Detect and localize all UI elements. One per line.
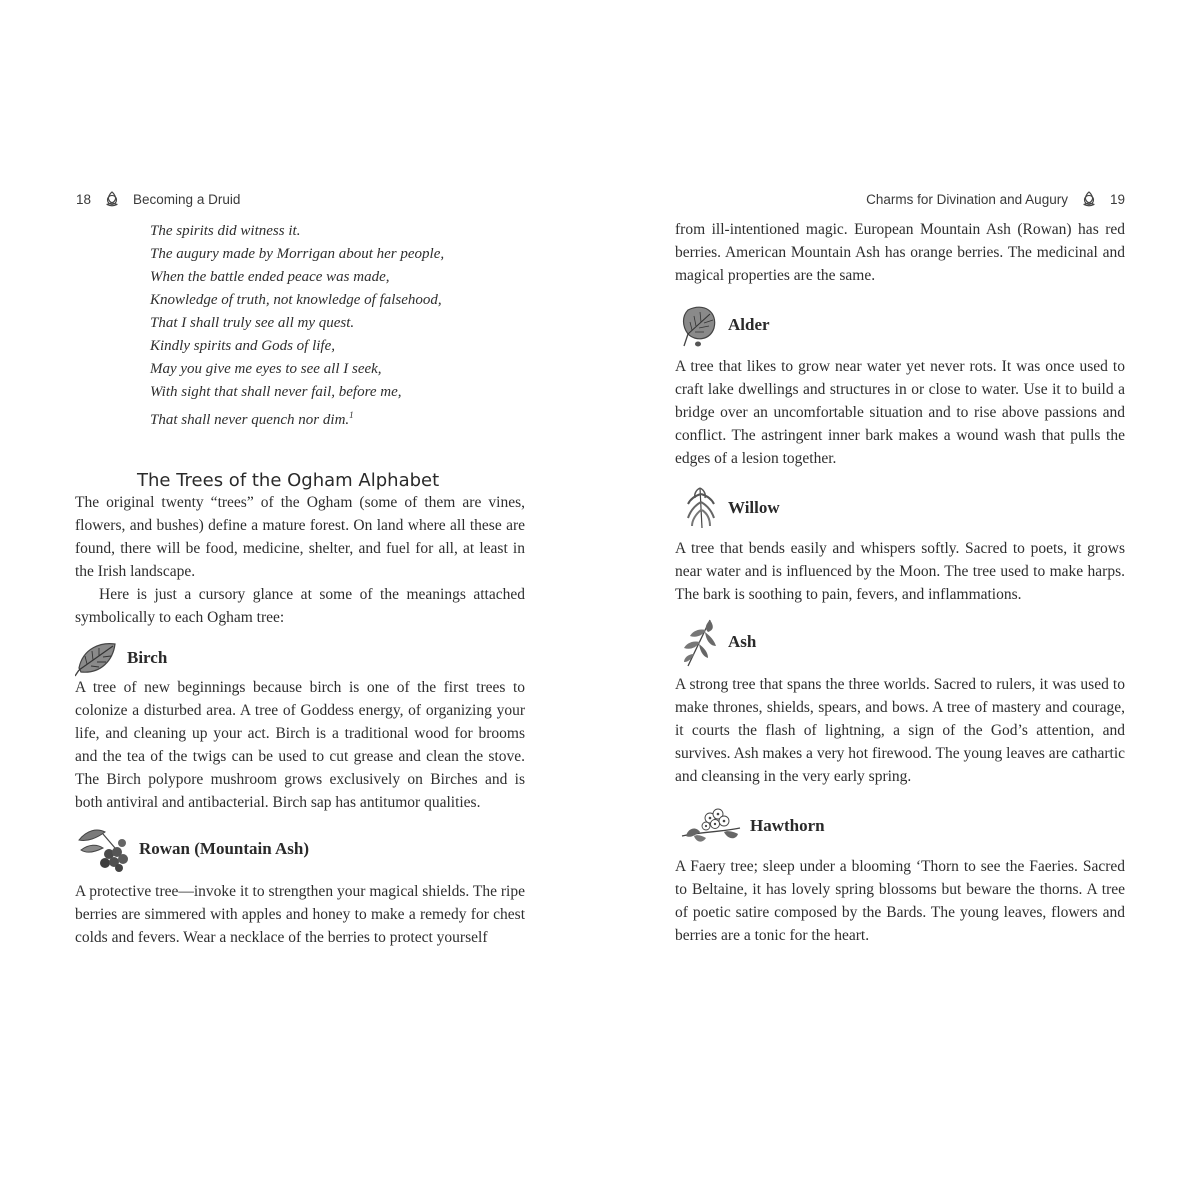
- verse-line: The augury made by Morrigan about her people,: [150, 246, 445, 262]
- continued-paragraph: from ill-intentioned magic. European Mountain Ash (Rowan) has red berries. American Mountain Ash has orange berries. The medicinal and magical properties are the same.: [675, 221, 1125, 284]
- left-page-number: 18: [76, 191, 92, 207]
- intro-paragraph: The original twenty “trees” of the Ogham (some of them are vines, flowers, and bushes) define a mature forest. On land where all these are found, there will be food, medicine, shelter, and fuel for all, at least in the Irish landscape.: [75, 494, 525, 580]
- entry-title: Hawthorn: [750, 816, 825, 835]
- entry-text-rowan: [75, 880, 525, 949]
- section-title: The Trees of the Ogham Alphabet: [137, 469, 440, 491]
- entry-text-hawthorn: [675, 855, 1125, 947]
- intro-text: [75, 491, 525, 629]
- right-page-number: 19: [1109, 191, 1125, 207]
- verse-line: With sight that shall never fail, before me,: [150, 384, 402, 400]
- hawthorn-blossom-icon: [680, 806, 742, 846]
- entry-text-birch: [75, 676, 525, 814]
- entry-heading-birch: [75, 638, 167, 678]
- entry-heading-rowan: [75, 826, 309, 872]
- verse-line-last: [150, 404, 444, 432]
- entry-text-alder: [675, 355, 1125, 470]
- verse-line: When the battle ended peace was made,: [150, 269, 390, 285]
- verse-line: That I shall truly see all my quest.: [150, 315, 355, 331]
- entry-title: Alder: [728, 315, 770, 334]
- entry-title: Ash: [728, 632, 757, 651]
- entry-paragraph: A Faery tree; sleep under a blooming ‘Thorn to see the Faeries. Sacred to Beltaine, it has lovely spring blossoms but beware the thorns. A tree of poetic satire composed by the Bards. The young leaves, flowers and berries are a tonic for the heart.: [675, 858, 1125, 944]
- rowan-berries-icon: [75, 826, 131, 872]
- triquetra-icon: [103, 190, 121, 208]
- entry-paragraph: A strong tree that spans the three worlds. Sacred to rulers, it was used to make thrones, shields, spears, and bows. A tree of mastery and courage, it courts the flash of lightning, a sign of the God’s attention, and survives. Ash makes a very hot firewood. The young leaves are cathartic and cleansing in the very early spring.: [675, 676, 1125, 785]
- entry-text-ash: [675, 673, 1125, 788]
- triquetra-icon: [1080, 190, 1098, 208]
- entry-title: Birch: [127, 648, 168, 667]
- right-running-title: Charms for Divination and Augury: [866, 191, 1068, 207]
- left-running-title: Becoming a Druid: [133, 191, 241, 207]
- entry-paragraph: A tree that bends easily and whispers softly. Sacred to poets, it grows near water and is influenced by the Moon. The tree used to make harps. The bark is soothing to pain, fevers, and inflammations.: [675, 540, 1125, 603]
- verse-line: That shall never quench nor dim.: [150, 412, 350, 428]
- entry-heading-willow: [680, 486, 780, 530]
- verse-line: Knowledge of truth, not knowledge of falsehood,: [150, 292, 442, 308]
- entry-heading-hawthorn: [680, 806, 825, 846]
- ash-leaf-icon: [680, 616, 720, 668]
- willow-branch-icon: [680, 486, 720, 530]
- entry-paragraph: A tree that likes to grow near water yet never rots. It was once used to craft lake dwellings and structures in or close to water. Use it to build a bridge over an uncomfortable situation and to rise above passions and conflict. The astringent inner bark makes a wound wash that pulls the edges of a lesion together.: [675, 358, 1125, 467]
- entry-heading-alder: [680, 302, 770, 348]
- entry-title: Willow: [728, 498, 780, 517]
- intro-paragraph: Here is just a cursory glance at some of the meanings attached symbolically to each Ogham tree:: [75, 586, 525, 626]
- verse-line: The spirits did witness it.: [150, 223, 301, 239]
- entry-paragraph: A tree of new beginnings because birch is one of the first trees to colonize a disturbed area. A tree of Goddess energy, of organizing your life, and cleaning up your act. Birch is a traditional wood for brooms and the tea of the twigs can be used to cut grease and clean the stove. The Birch polypore mushroom grows exclusively on Birches and is both antiviral and antibacterial. Birch sap has antitumor qualities.: [75, 679, 525, 811]
- verse-line: May you give me eyes to see all I seek,: [150, 361, 382, 377]
- continued-text: [675, 218, 1125, 287]
- verse: [150, 220, 444, 432]
- verse-line: Kindly spirits and Gods of life,: [150, 338, 336, 354]
- left-running-head: [76, 190, 240, 208]
- entry-paragraph: A protective tree—invoke it to strengthen your magical shields. The ripe berries are simmered with apples and honey to make a remedy for chest colds and fevers. Wear a necklace of the berries to protect yourself: [75, 883, 525, 946]
- alder-leaf-icon: [680, 302, 720, 348]
- footnote-marker: 1: [349, 410, 354, 420]
- birch-leaf-icon: [75, 638, 119, 678]
- entry-title: Rowan (Mountain Ash): [139, 839, 310, 858]
- entry-heading-ash: [680, 616, 756, 668]
- right-running-head: [866, 190, 1125, 208]
- entry-text-willow: [675, 537, 1125, 606]
